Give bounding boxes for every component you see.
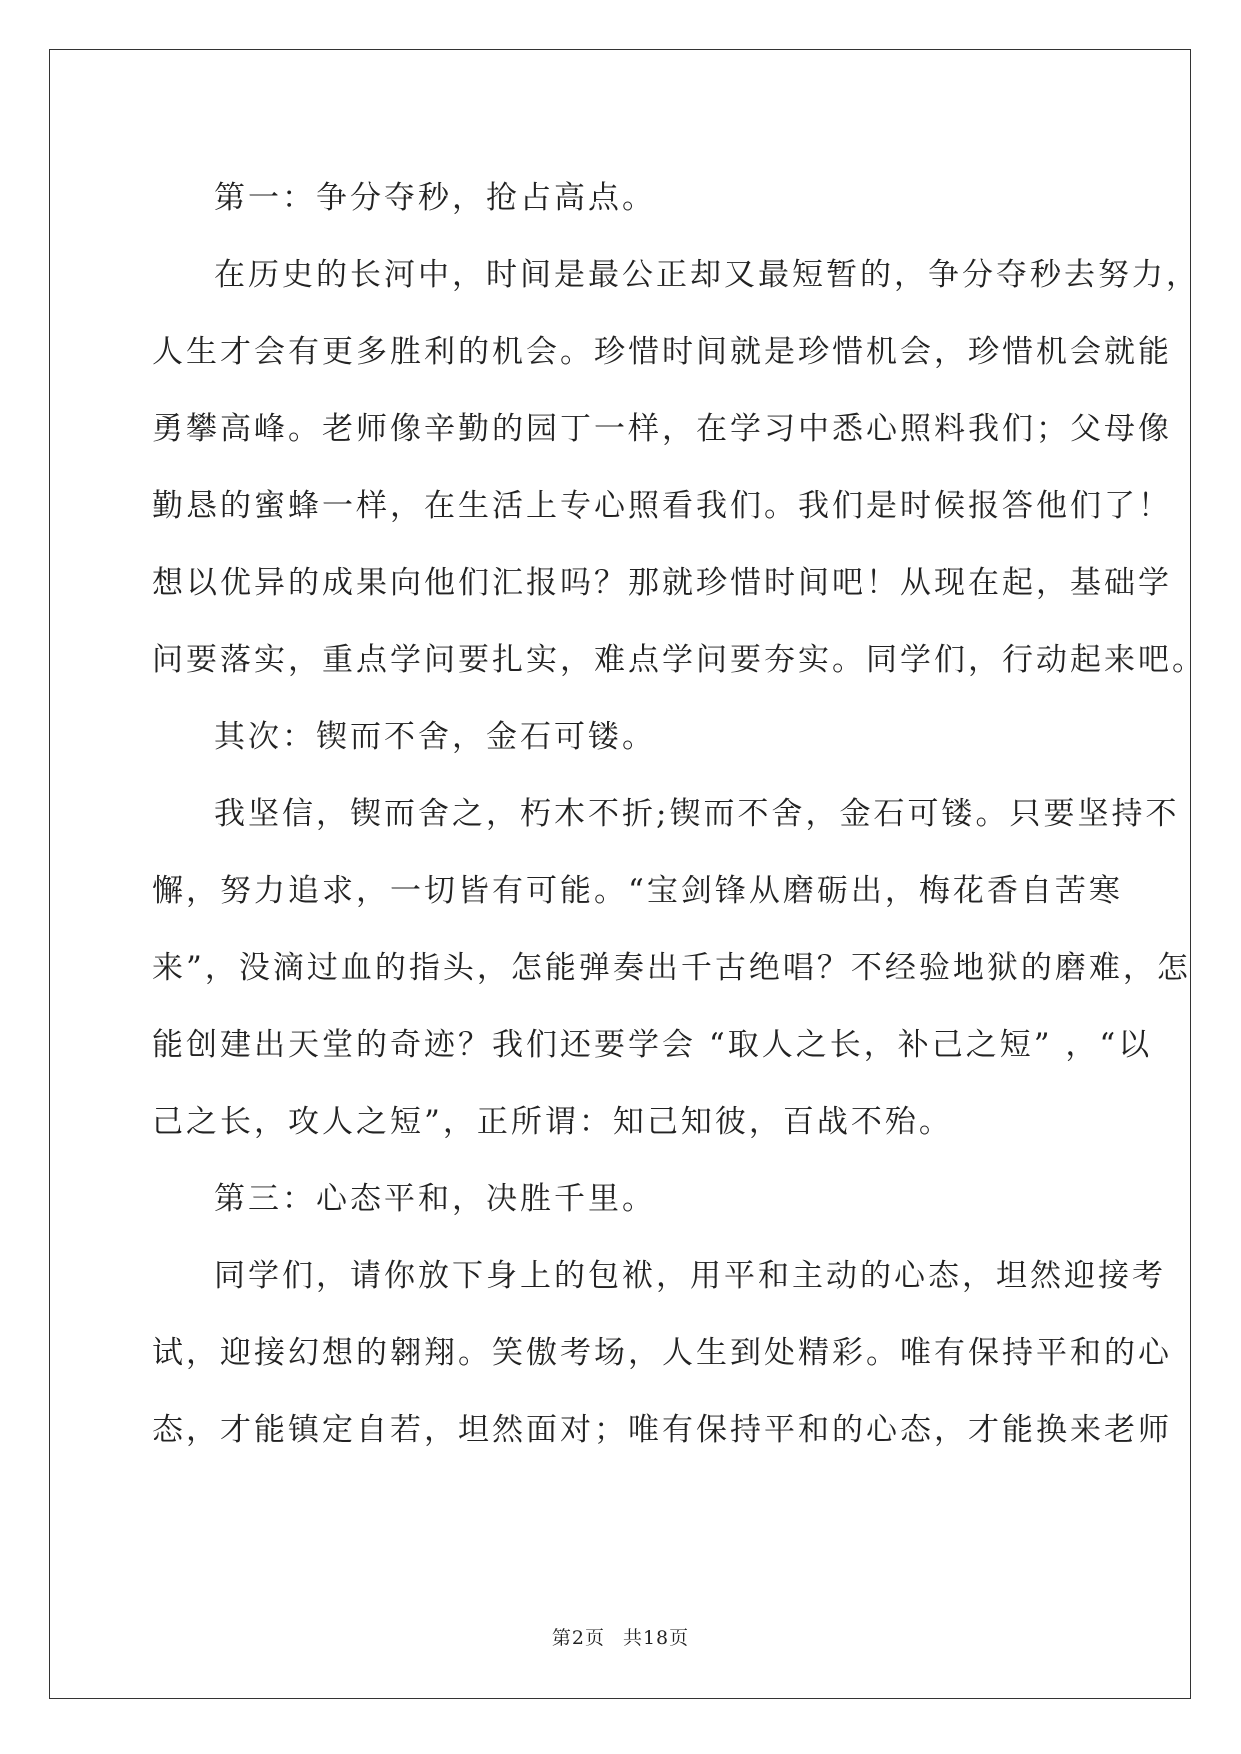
text-line: 其次：锲而不舍，金石可镂。: [214, 719, 656, 755]
text-line: 人生才会有更多胜利的机会。珍惜时间就是珍惜机会，珍惜机会就能: [152, 334, 1172, 370]
text-line: 己之长，攻人之短”，正所谓：知己知彼，百战不殆。: [152, 1104, 953, 1140]
text-line: 来”，没滴过血的指头，怎能弹奏出千古绝唱？不经验地狱的磨难，怎: [152, 950, 1191, 986]
text-line: 在历史的长河中，时间是最公正却又最短暂的，争分夺秒去努力，: [214, 257, 1200, 293]
document-body: [152, 160, 1206, 1469]
text-line: 勇攀高峰。老师像辛勤的园丁一样，在学习中悉心照料我们；父母像: [152, 411, 1172, 447]
text-line: 我坚信，锲而舍之，朽木不折;锲而不舍，金石可镂。只要坚持不: [214, 796, 1180, 832]
text-line: 第三：心态平和，决胜千里。: [214, 1181, 656, 1217]
text-line: 态，才能镇定自若，坦然面对；唯有保持平和的心态，才能换来老师: [152, 1412, 1172, 1448]
text-line: 想以优异的成果向他们汇报吗？那就珍惜时间吧！从现在起，基础学: [152, 565, 1172, 601]
text-line: 试，迎接幻想的翱翔。笑傲考场，人生到处精彩。唯有保持平和的心: [152, 1335, 1172, 1371]
paragraph-calm: [152, 1238, 1172, 1469]
heading-first: [152, 160, 1088, 237]
heading-third: [152, 1161, 1088, 1238]
text-line: 问要落实，重点学问要扎实，难点学问要夯实。同学们，行动起来吧。: [152, 642, 1206, 678]
text-line: 勤恳的蜜蜂一样，在生活上专心照看我们。我们是时候报答他们了！: [152, 488, 1172, 524]
heading-second: [152, 699, 1088, 776]
text-line: 同学们，请你放下身上的包袱，用平和主动的心态，坦然迎接考: [214, 1258, 1166, 1294]
page-footer: [0, 1623, 1241, 1650]
text-line: 第一：争分夺秒，抢占高点。: [214, 180, 656, 216]
paragraph-time: [152, 237, 1206, 699]
text-line: 懈，努力追求，一切皆有可能。“宝剑锋从磨砺出，梅花香自苦寒: [152, 873, 1123, 909]
text-line: 能创建出天堂的奇迹？我们还要学会 “取人之长，补己之短” ，“以: [152, 1027, 1153, 1063]
paragraph-perseverance: [152, 776, 1191, 1161]
page-number-current: 第2页: [551, 1627, 605, 1649]
page-number-total: 共18页: [622, 1627, 690, 1649]
